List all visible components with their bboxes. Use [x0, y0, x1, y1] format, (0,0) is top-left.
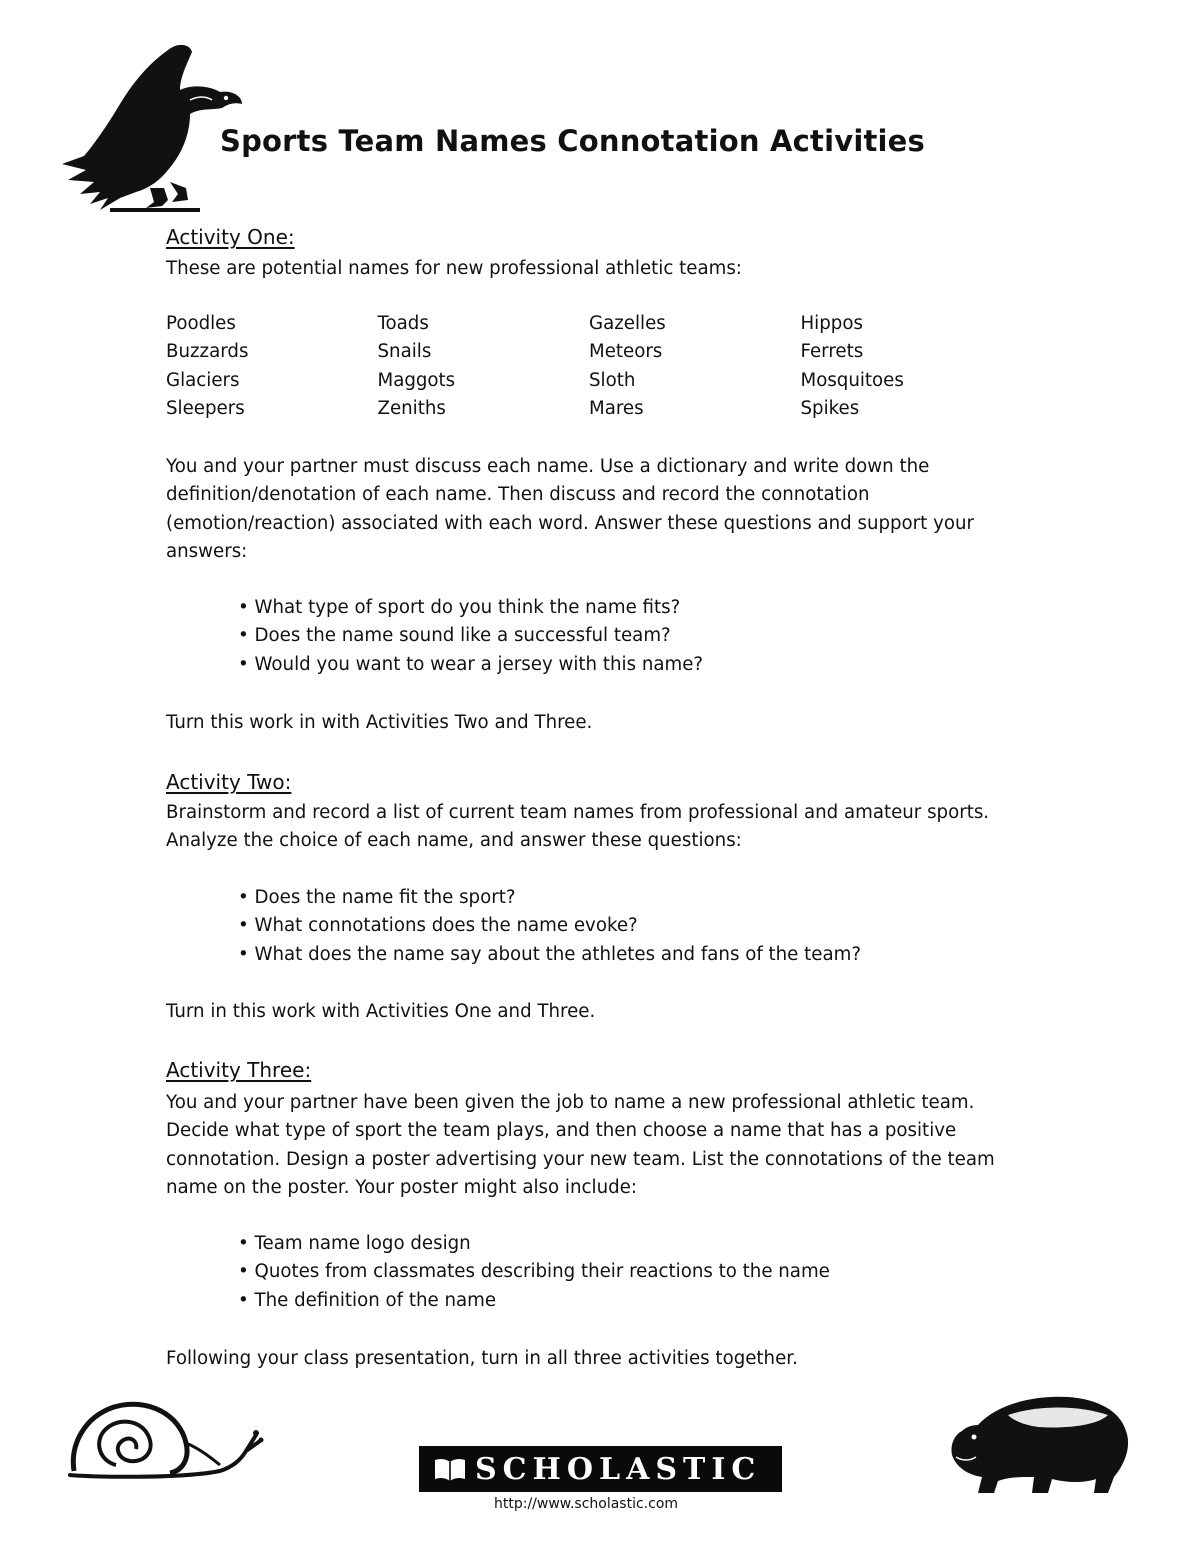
- team-name: Sloth: [589, 369, 636, 391]
- question-item: • What type of sport do you think the name fits?: [238, 594, 703, 622]
- activity-one-closing: Turn this work in with Activities Two and Three.: [166, 712, 593, 733]
- team-name: Mosquitoes: [800, 369, 904, 391]
- poster-item: • Team name logo design: [238, 1230, 830, 1258]
- question-item: • Does the name sound like a successful team?: [238, 622, 703, 650]
- paragraph-line: connotation. Design a poster advertising your new team. List the connotations of the team: [166, 1148, 995, 1170]
- team-name: Meteors: [589, 341, 663, 363]
- logo-wordmark: SCHOLASTIC: [475, 1451, 762, 1487]
- team-name: Maggots: [377, 369, 456, 391]
- activity-three-poster-items: [238, 1230, 830, 1315]
- paragraph-line: name on the poster. Your poster might also include:: [166, 1177, 637, 1199]
- paragraph-line: You and your partner must discuss each name. Use a dictionary and write down the: [166, 456, 930, 477]
- team-name: Gazelles: [589, 313, 666, 334]
- team-name: Hippos: [800, 313, 863, 334]
- team-name: Poodles: [166, 313, 236, 334]
- team-name-row: [166, 367, 1012, 395]
- question-item: • What connotations does the name evoke?: [238, 912, 861, 940]
- paragraph-line: Brainstorm and record a list of current team names from professional and amateur sports.: [166, 802, 990, 823]
- paragraph-line: Analyze the choice of each name, and answer these questions:: [166, 830, 742, 852]
- activity-three-closing: Following your class presentation, turn in all three activities together.: [166, 1348, 798, 1369]
- activity-two-instructions: [166, 799, 1126, 856]
- team-name: Ferrets: [800, 341, 864, 363]
- team-name: Zeniths: [377, 398, 446, 420]
- activity-one-heading: Activity One:: [166, 225, 295, 249]
- snail-icon: [60, 1395, 265, 1485]
- website-link[interactable]: http://www.scholastic.com: [494, 1496, 679, 1512]
- activity-three-heading: Activity Three:: [166, 1058, 312, 1082]
- paragraph-line: (emotion/reaction) associated with each word. Answer these questions and support your: [166, 512, 974, 534]
- team-name-grid: [166, 310, 1012, 424]
- team-name: Mares: [589, 398, 644, 420]
- team-name-row: [166, 310, 1012, 338]
- team-name-row: [166, 395, 1012, 423]
- activity-one-intro: These are potential names for new professional athletic teams:: [166, 258, 742, 279]
- activity-two-closing: Turn in this work with Activities One and Three.: [166, 1001, 596, 1022]
- question-item: • Does the name fit the sport?: [238, 884, 861, 912]
- hippo-icon: [948, 1385, 1133, 1500]
- paragraph-line: answers:: [166, 541, 248, 563]
- team-name: Sleepers: [166, 398, 245, 420]
- paragraph-line: You and your partner have been given the job to name a new professional athletic team.: [166, 1092, 975, 1113]
- team-name: Toads: [377, 313, 429, 334]
- poster-item: • The definition of the name: [238, 1287, 830, 1315]
- paragraph-line: Decide what type of sport the team plays, and then choose a name that has a positive: [166, 1120, 957, 1142]
- activity-two-heading: Activity Two:: [166, 770, 292, 794]
- activity-three-instructions: [166, 1089, 1126, 1203]
- team-name: Buzzards: [166, 341, 249, 363]
- team-name: Snails: [377, 341, 432, 363]
- page-title: Sports Team Names Connotation Activities: [220, 124, 925, 158]
- team-name: Glaciers: [166, 369, 240, 391]
- activity-two-questions: [238, 884, 861, 969]
- poster-item: • Quotes from classmates describing their reactions to the name: [238, 1258, 830, 1286]
- team-name-row: [166, 338, 1012, 366]
- activity-one-instructions: [166, 453, 1126, 567]
- open-book-icon: [433, 1456, 467, 1482]
- question-item: • Would you want to wear a jersey with this name?: [238, 651, 703, 679]
- scholastic-logo[interactable]: [419, 1446, 782, 1492]
- question-item: • What does the name say about the athletes and fans of the team?: [238, 941, 861, 969]
- team-name: Spikes: [800, 398, 860, 420]
- paragraph-line: definition/denotation of each name. Then discuss and record the connotation: [166, 484, 870, 506]
- activity-one-questions: [238, 594, 703, 679]
